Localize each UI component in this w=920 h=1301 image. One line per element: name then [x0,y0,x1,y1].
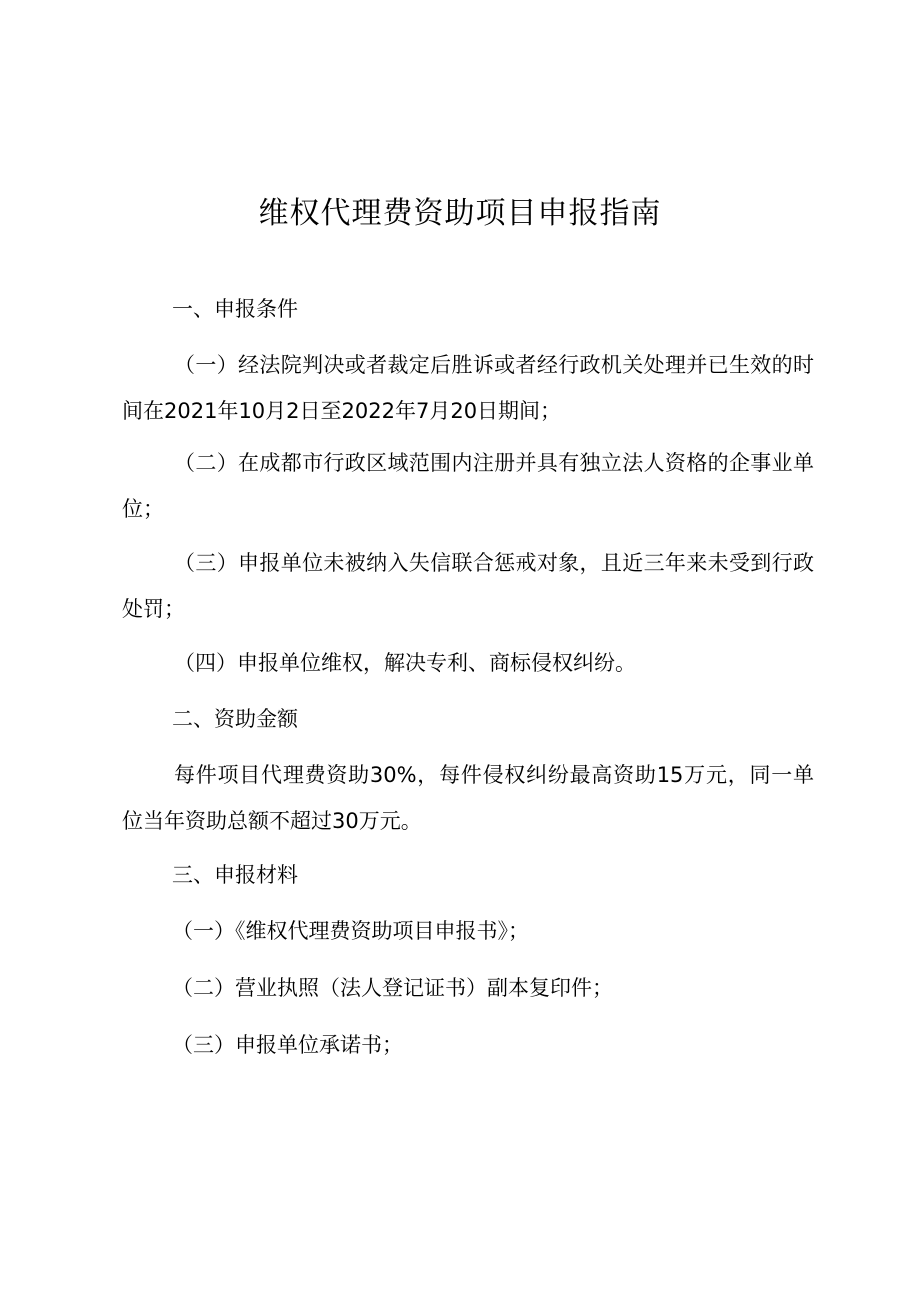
condition-item-4: （四）申报单位维权，解决专利、商标侵权纠纷。 [174,651,636,675]
material-item-1: （一）《维权代理费资助项目申报书》； [172,919,529,943]
amount-body: 每件项目代理费资助30%，每件侵权纠纷最高资助15万元，同一单位当年资助总额不超过30万元。 [122,763,814,833]
condition-item-1: （一）经法院判决或者裁定后胜诉或者经行政机关处理并已生效的时间在2021年10月2日至2022年7月20日期间； [122,353,814,423]
section-heading-conditions: 一、申报条件 [172,297,298,321]
condition-item-2: （二）在成都市行政区域范围内注册并具有独立法人资格的企事业单位； [122,451,814,521]
section-heading-amount: 二、资助金额 [172,707,298,731]
material-item-3: （三）申报单位承诺书； [172,1033,403,1057]
section-heading-materials: 三、申报材料 [172,863,298,887]
material-item-2: （二）营业执照（法人登记证书）副本复印件； [172,976,613,1000]
condition-item-3: （三）申报单位未被纳入失信联合惩戒对象，且近三年来未受到行政处罚； [122,551,814,621]
document-title: 维权代理费资助项目申报指南 [258,196,662,231]
